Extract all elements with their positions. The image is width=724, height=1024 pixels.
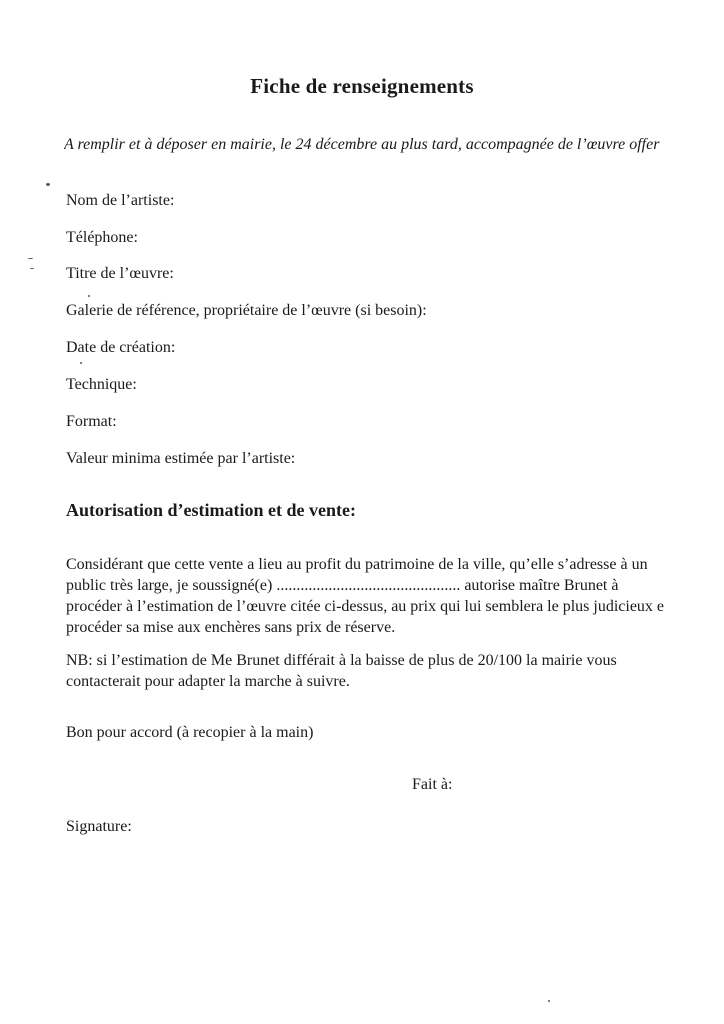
field-artwork-title: Titre de l’œuvre: — [66, 265, 174, 282]
scan-speck — [46, 183, 50, 186]
document-instructions: A remplir et à déposer en mairie, le 24 décembre au plus tard, accompagnée de l’œuvre offer — [64, 136, 660, 153]
field-format: Format: — [66, 413, 117, 430]
paragraph-line: procéder sa mise aux enchères sans prix de réserve. — [66, 619, 396, 636]
field-creation-date: Date de création: — [66, 339, 176, 356]
field-telephone: Téléphone: — [66, 229, 138, 246]
scan-speck — [30, 268, 34, 269]
section-heading: Autorisation d’estimation et de vente: — [66, 500, 356, 520]
field-technique: Technique: — [66, 376, 137, 393]
fait-a-label: Fait à: — [412, 776, 453, 793]
field-artist-name: Nom de l’artiste: — [66, 192, 175, 209]
scan-speck — [88, 295, 90, 297]
agreement-text: Bon pour accord (à recopier à la main) — [66, 724, 314, 741]
note-line: NB: si l’estimation de Me Brunet différait à la baisse de plus de 20/100 la mairie vous — [66, 652, 617, 669]
document-title: Fiche de renseignements — [250, 74, 474, 98]
paragraph-line: Considérant que cette vente a lieu au profit du patrimoine de la ville, qu’elle s’adresse à un — [66, 556, 648, 573]
field-minimum-value: Valeur minima estimée par l’artiste: — [66, 450, 296, 467]
field-gallery-owner: Galerie de référence, propriétaire de l’œuvre (si besoin): — [66, 302, 427, 319]
scan-speck — [548, 1000, 550, 1002]
scan-speck — [28, 258, 33, 259]
paragraph-line: procéder à l’estimation de l’œuvre citée ci-dessus, au prix qui lui semblera le plus judicieux e — [66, 598, 665, 615]
note-line: contacterait pour adapter la marche à suivre. — [66, 673, 350, 690]
paragraph-line: public très large, je soussigné(e) .............................................. autorise maître Brunet à — [66, 577, 619, 594]
scan-speck — [80, 362, 82, 364]
signature-label: Signature: — [66, 818, 132, 835]
